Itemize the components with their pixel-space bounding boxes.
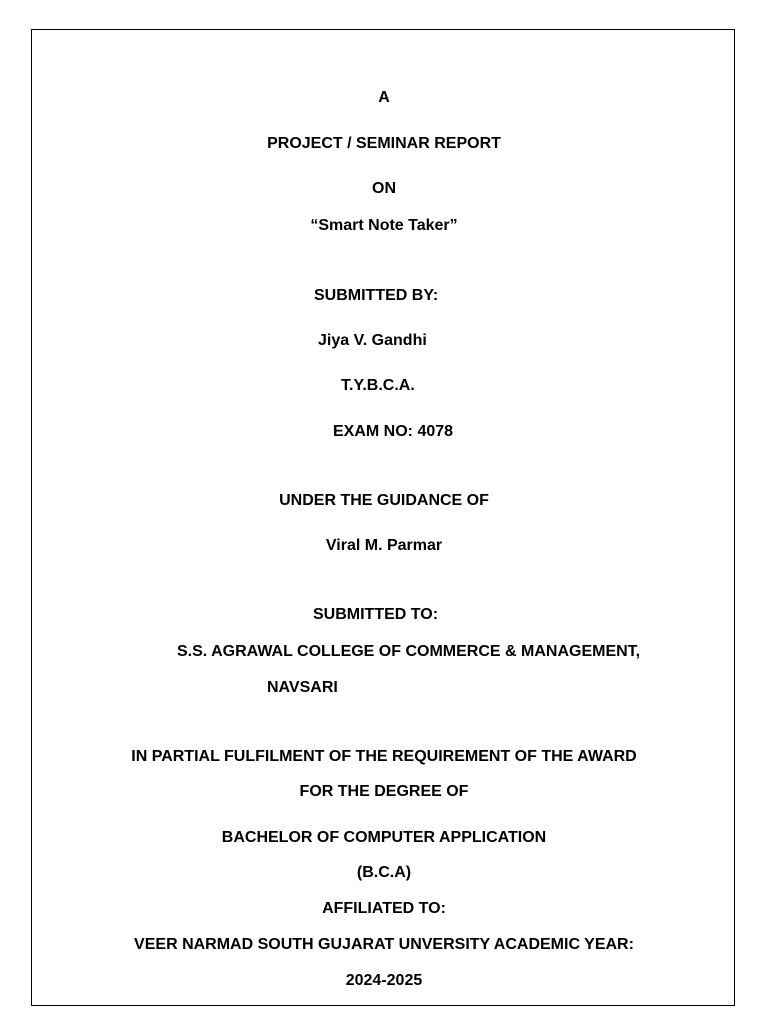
project-title: “Smart Note Taker”	[310, 217, 458, 234]
college-name: S.S. AGRAWAL COLLEGE OF COMMERCE & MANAGEMENT,	[177, 643, 641, 660]
affiliated-label: AFFILIATED TO:	[322, 900, 446, 917]
page-border	[31, 29, 735, 1006]
fulfilment-statement: IN PARTIAL FULFILMENT OF THE REQUIREMENT OF THE AWARD	[131, 748, 637, 765]
guide-name: Viral M. Parmar	[325, 537, 443, 554]
report-type: PROJECT / SEMINAR REPORT	[267, 135, 501, 152]
submitted-to-label: SUBMITTED TO:	[313, 606, 439, 623]
college-city: NAVSARI	[267, 679, 338, 696]
guidance-label: UNDER THE GUIDANCE OF	[279, 492, 489, 509]
submitted-by-label: SUBMITTED BY:	[314, 287, 439, 304]
degree-of: FOR THE DEGREE OF	[299, 783, 469, 800]
student-class: T.Y.B.C.A.	[341, 377, 415, 394]
academic-year: 2024-2025	[345, 972, 423, 989]
degree-name: BACHELOR OF COMPUTER APPLICATION	[221, 829, 547, 846]
exam-number: EXAM NO: 4078	[333, 423, 454, 440]
university-name: VEER NARMAD SOUTH GUJARAT UNVERSITY ACADEMIC YEAR:	[134, 936, 634, 953]
cover-on: ON	[372, 180, 396, 197]
student-name: Jiya V. Gandhi	[318, 332, 427, 349]
cover-a: A	[378, 89, 390, 106]
degree-abbreviation: (B.C.A)	[356, 864, 412, 881]
